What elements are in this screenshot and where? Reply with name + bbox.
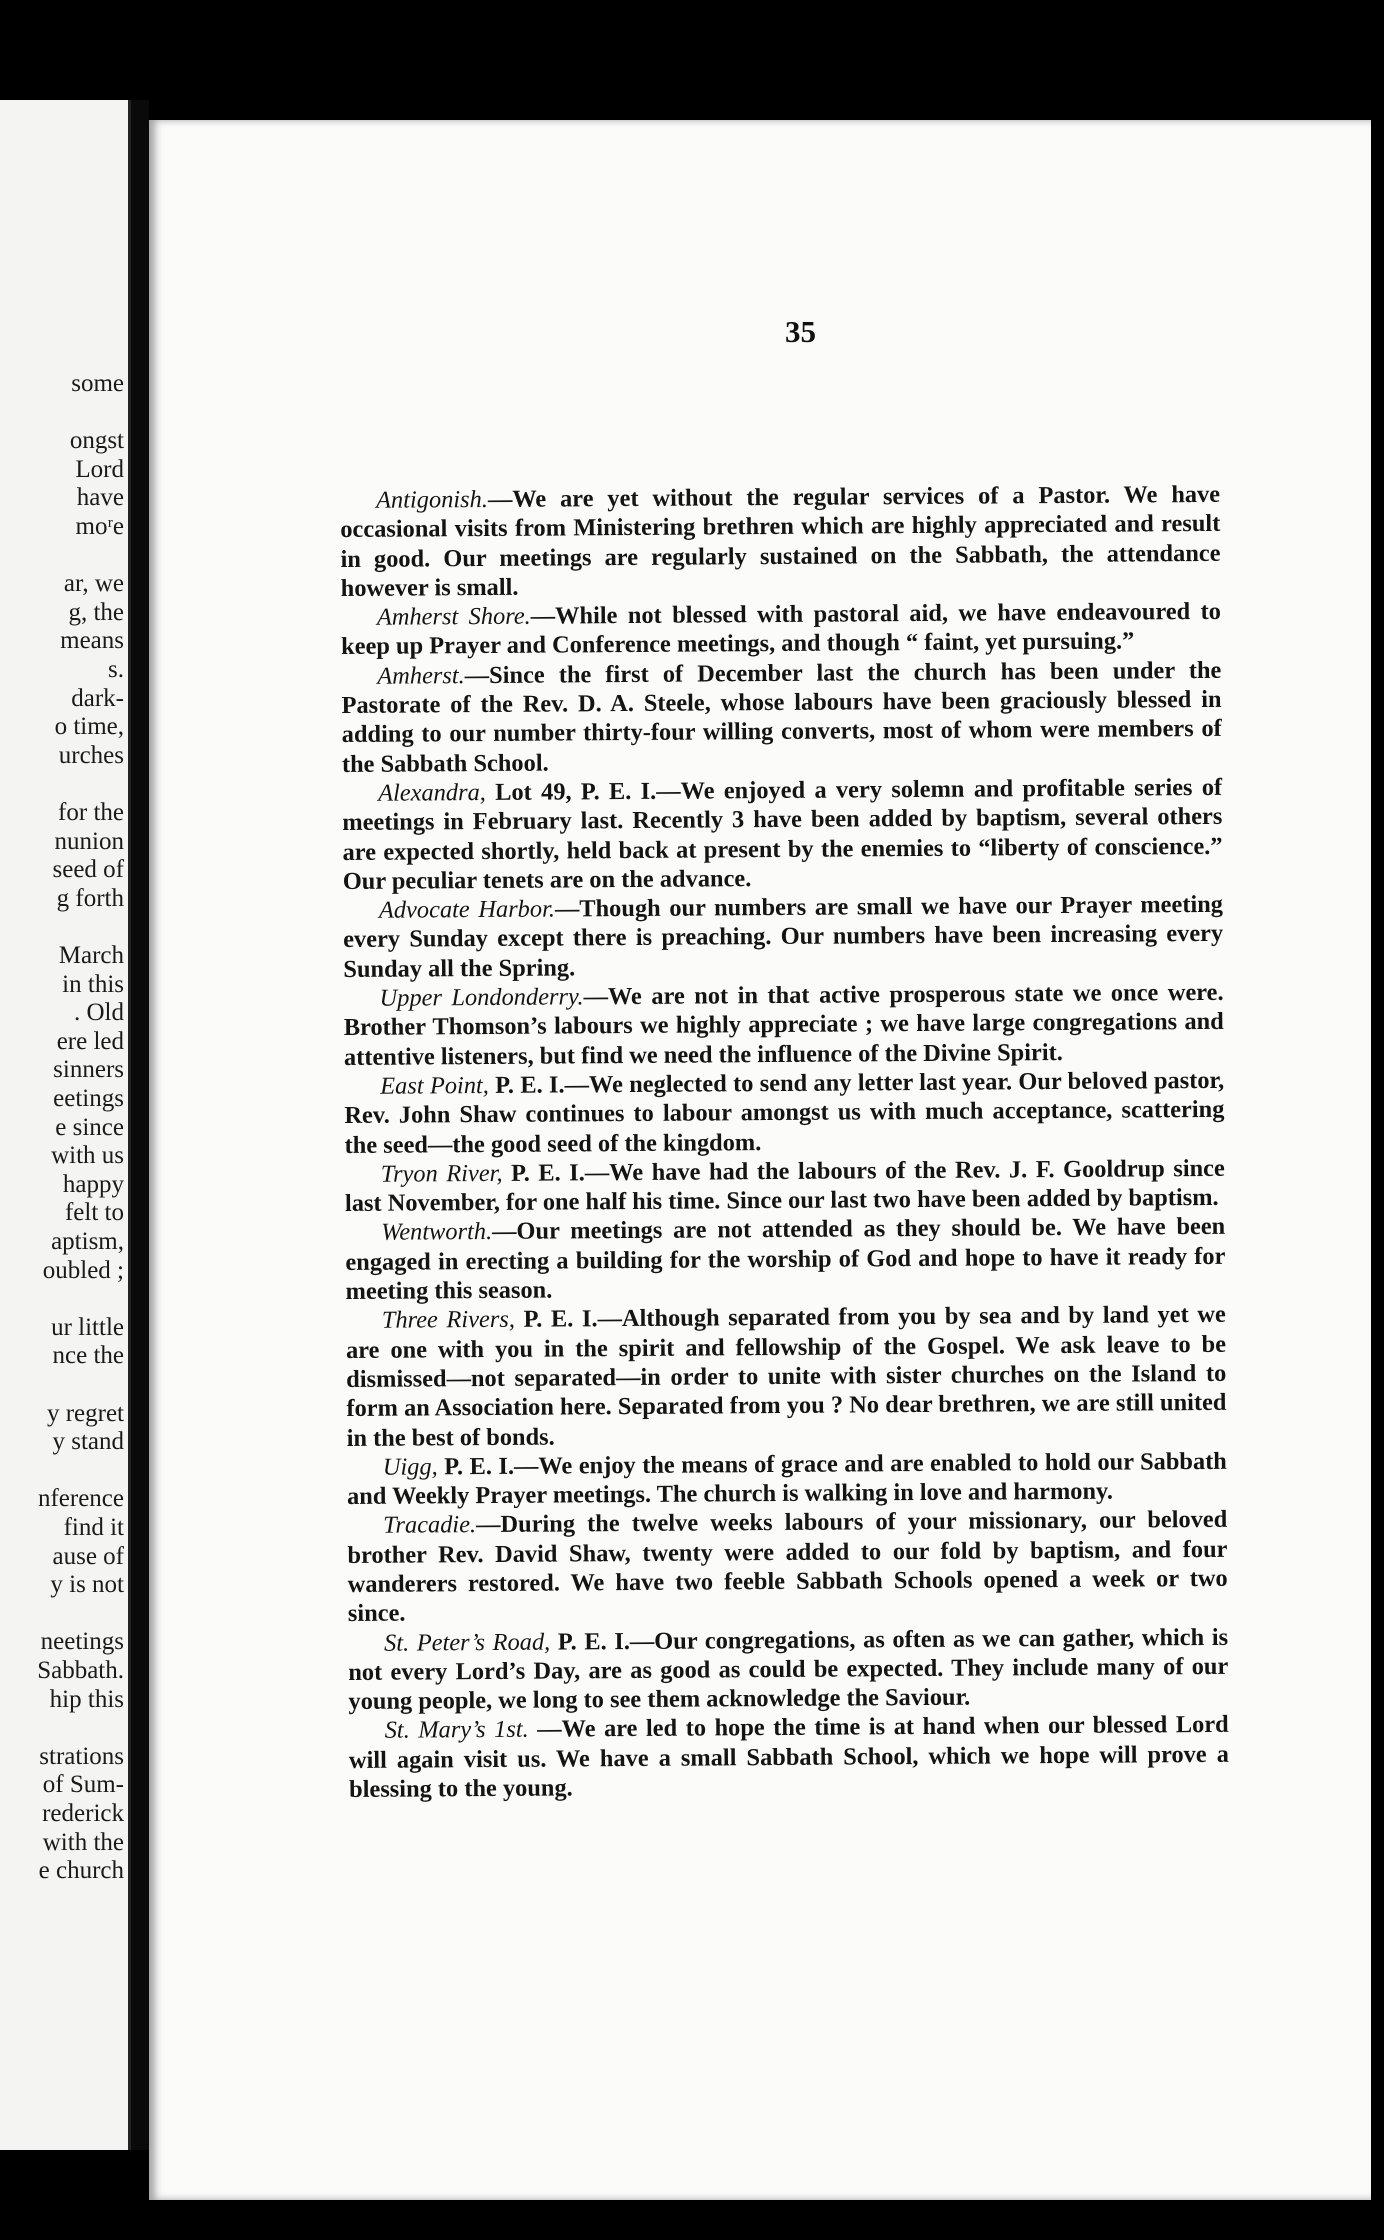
- left-page-line: have: [76, 484, 124, 512]
- paragraph-text: —During the twelve weeks labours of your missionary, our beloved brother Rev. David Shaw, twenty were added to our fold by baptism, and four wanderers restored. We have two feeble Sabbath Schools opened a week or two since.: [347, 1506, 1228, 1628]
- paragraph-text: P. E. I.—We enjoy the means of grace and are enabled to hold our Sabbath and Weekly Prayer meetings. The church is walking in love and harmony.: [346, 1447, 1227, 1511]
- paragraph-text: —We are not in that active prosperous state we once were. Brother Thomson’s labours we highly appreciate ; we have large congregations and attentive listeners, but find we need the influence of the Divine Spirit.: [343, 978, 1224, 1071]
- left-page-line: March: [58, 942, 124, 969]
- place-name: St. Mary’s 1st.: [384, 1716, 529, 1745]
- left-page-line: ur little: [51, 1313, 124, 1341]
- left-page-line: dark-: [71, 684, 124, 712]
- left-page-line: moʳe: [75, 513, 124, 540]
- paragraph-text: —We are led to hope the time is at hand when our blessed Lord will again visit us. We have a small Sabbath School, which we hope will prove a blessing to the young.: [348, 1711, 1229, 1804]
- left-page-line: nunion: [54, 827, 124, 855]
- left-page-line: with the: [42, 1828, 124, 1856]
- left-page-line: sinners: [53, 1056, 124, 1084]
- left-page-line: eetings: [53, 1085, 124, 1112]
- place-name: Advocate Harbor.: [378, 895, 556, 924]
- report-paragraph: [349, 1710, 1230, 1804]
- left-page-line: ar, we: [63, 570, 124, 598]
- report-paragraph: [348, 1622, 1229, 1716]
- report-paragraph: [341, 597, 1221, 662]
- paragraph-text: —Since the first of December last the church has been under the Pastorate of the Rev. D. A. Steele, whose labours have been graciously blessed in adding to our number thirty-four willing converts, most of whom were members of the Sabbath School.: [341, 656, 1222, 778]
- left-page-line: g, the: [68, 598, 124, 626]
- report-paragraph: [344, 1066, 1225, 1160]
- left-page-fragment: [0, 100, 131, 2150]
- place-name: Uigg,: [382, 1453, 438, 1481]
- place-name: Antigonish.: [376, 485, 488, 514]
- paragraph-text: —Our meetings are not attended as they should be. We have been engaged in erecting a building for the worship of God and hope to have it ready for meeting this season.: [345, 1213, 1226, 1305]
- left-page-line: y is not: [50, 1571, 124, 1599]
- left-page-line: nference: [37, 1485, 124, 1513]
- left-page-line: felt to: [64, 1199, 124, 1227]
- paragraph-text: —Though our numbers are small we have our Prayer meeting every Sunday except there is preaching. Our numbers have been increasing every Sunday all the Spring.: [343, 891, 1224, 983]
- book-gutter: [131, 100, 149, 2150]
- place-name: Amherst.: [377, 661, 465, 690]
- paragraph-text: —We are yet without the regular services of a Pastor. We have occasional visits from Ministering brethren which are highly appreciated and result in good. Our meetings are regularly sustained on the Sabbath, the attendance however is small.: [340, 480, 1221, 602]
- left-page-line: ause of: [52, 1542, 124, 1570]
- paragraph-text: P. E. I.—We have had the labours of the Rev. J. F. Gooldrup since last November, for one half his time. Since our last two have been added by baptism.: [344, 1154, 1225, 1218]
- report-paragraph: [343, 890, 1224, 984]
- place-name: Upper Londonderry.: [379, 983, 584, 1012]
- left-page-line: y stand: [52, 1428, 124, 1456]
- report-paragraph: [341, 656, 1222, 779]
- left-page-line: . Old: [74, 999, 124, 1027]
- paragraph-text: P. E. I.—We neglected to send any letter last year. Our beloved pastor, Rev. John Shaw continues to labour amongst us with much acceptance, scattering the seed—the good seed of the kingdom.: [344, 1066, 1225, 1159]
- left-page-line: Sabbath.: [37, 1657, 124, 1684]
- report-paragraph: [345, 1212, 1226, 1306]
- left-page-line: Lord: [75, 455, 124, 483]
- paragraph-text: P. E. I.—Although separated from you by sea and by land yet we are one with you in the spirit and fellowship of the Gospel. We ask leave to be dismissed—not separated—in order to unite with sister churches on the Island to form an Association here. Separated from you ? No dear brethren, we are still united in the best of bonds.: [345, 1301, 1227, 1452]
- left-page-line: strations: [39, 1742, 124, 1770]
- left-page-line: of Sum-: [42, 1771, 124, 1799]
- left-page-line: e church: [38, 1857, 124, 1885]
- left-page-line: happy: [62, 1170, 124, 1198]
- place-name: Amherst Shore.: [376, 602, 531, 631]
- report-paragraph: [340, 480, 1221, 603]
- paragraph-text: —While not blessed with pastoral aid, we have endeavoured to keep up Prayer and Conference meetings, and though “ faint, yet pursuing.”: [341, 598, 1221, 661]
- left-page-line: e since: [55, 1113, 124, 1141]
- left-page-line: with us: [51, 1142, 124, 1170]
- place-name: Three Rivers,: [381, 1306, 515, 1335]
- left-page-line: find it: [63, 1514, 124, 1541]
- report-paragraph: [342, 773, 1223, 896]
- place-name: St. Peter’s Road,: [383, 1628, 551, 1657]
- left-page-line: ere led: [56, 1027, 124, 1055]
- page-number: 35: [785, 314, 816, 349]
- left-page-line: seed of: [52, 856, 124, 884]
- place-name: Alexandra,: [378, 778, 486, 807]
- left-page-line: oubled ;: [42, 1256, 124, 1284]
- right-page: [149, 120, 1371, 2200]
- left-page-line: ongst: [69, 427, 124, 455]
- left-page-line: in this: [62, 970, 124, 998]
- left-page-line: g forth: [56, 884, 124, 912]
- report-paragraph: [346, 1300, 1227, 1453]
- left-page-line: aptism,: [51, 1228, 124, 1255]
- left-page-line: o time,: [54, 713, 124, 741]
- left-page-line: nce the: [52, 1342, 124, 1370]
- place-name: Tryon River,: [380, 1159, 503, 1188]
- place-name: East Point,: [380, 1071, 489, 1100]
- left-page-line: for the: [58, 799, 124, 826]
- left-page-line: s.: [108, 656, 124, 683]
- report-paragraph: [345, 1154, 1225, 1219]
- left-page-line: y regret: [46, 1399, 124, 1427]
- report-paragraph: [343, 978, 1224, 1072]
- left-page-line: neetings: [40, 1628, 124, 1656]
- paragraph-text: Lot 49, P. E. I.—We enjoyed a very solemn and profitable series of meetings in February last. Recently 3 have been added by baptism, several others are expected shortly, held back at present by the enemies to “liberty of conscience.” Our peculiar tenets are on the advance.: [342, 773, 1223, 895]
- left-page-line: urches: [58, 741, 124, 769]
- report-paragraph: [347, 1447, 1227, 1512]
- place-name: Wentworth.: [381, 1218, 493, 1247]
- place-name: Tracadie.: [383, 1511, 477, 1540]
- left-page-line: means: [60, 627, 124, 655]
- left-page-line: hip this: [49, 1685, 124, 1713]
- left-page-line: rederick: [42, 1800, 124, 1827]
- paragraph-text: P. E. I.—Our congregations, as often as we can gather, which is not every Lord’s Day, are as good as could be expected. They include many of our young people, we long to see them acknowledge the Saviour.: [348, 1623, 1229, 1716]
- report-paragraph: [347, 1505, 1228, 1628]
- left-page-line: some: [71, 370, 124, 397]
- report-text: [340, 480, 1229, 1804]
